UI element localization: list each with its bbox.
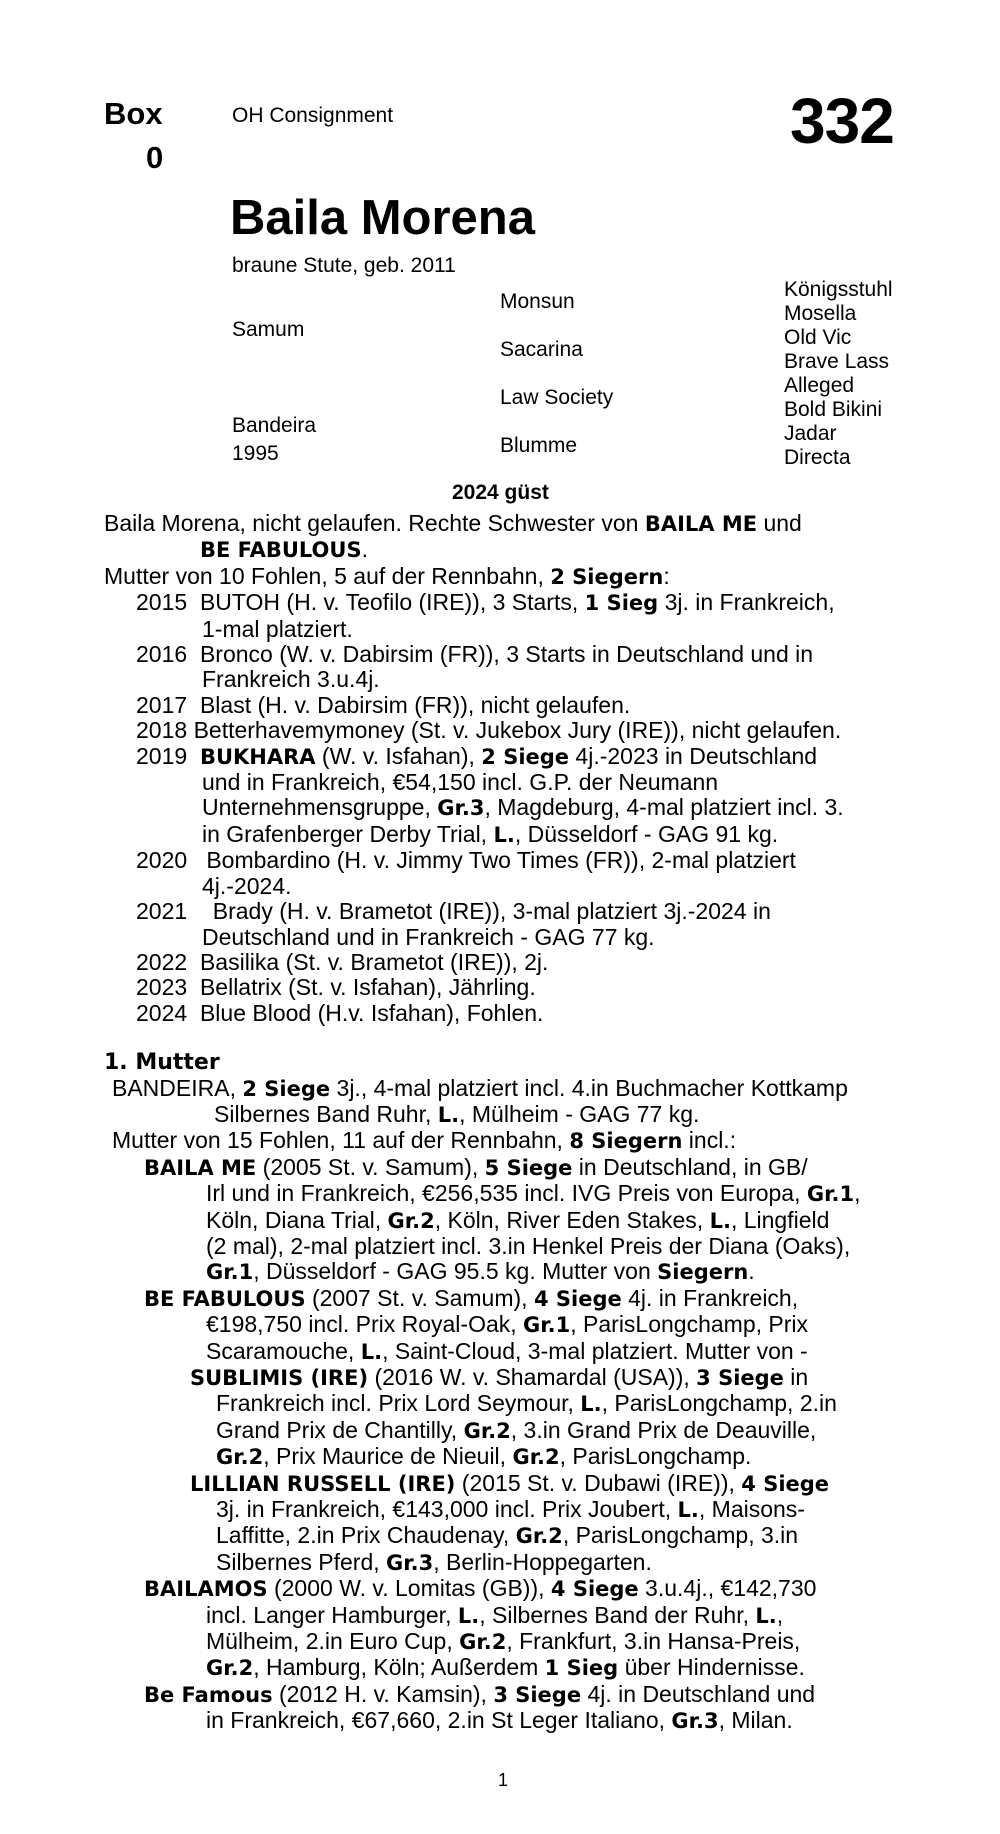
text: , ParisLongchamp.	[559, 1443, 752, 1470]
text: , Mülheim - GAG 77 kg.	[459, 1100, 700, 1127]
text: , Frankfurt, 3.in Hansa-Preis,	[506, 1628, 801, 1655]
text: , ParisLongchamp, 3.in	[562, 1522, 799, 1549]
pedigree-great-grandparent: Alleged	[784, 374, 855, 397]
text: (W. v. Isfahan),	[315, 742, 482, 769]
bold-text: Gr.2	[387, 1208, 435, 1233]
text: Blast (H. v. Dabirsim (FR)), nicht gelaufen.	[199, 691, 631, 718]
bold-text: Gr.1	[206, 1260, 254, 1285]
intro-line	[104, 511, 904, 537]
text: Mutter von 10 Fohlen, 5 auf der Rennbahn,	[104, 562, 551, 589]
pedigree-great-grandparent: Königsstuhl	[784, 278, 893, 301]
text: , Maisons-	[698, 1496, 805, 1523]
box-label: Box	[104, 96, 163, 131]
bold-text: Gr.2	[515, 1524, 563, 1549]
offspring-line	[144, 1655, 904, 1681]
bold-text: 4 Siege	[533, 1286, 622, 1311]
produce-year: 2021	[136, 898, 188, 925]
text: , Silbernes Band der Ruhr,	[479, 1601, 756, 1628]
pedigree-great-grandparent: Bold Bikini	[784, 398, 883, 421]
first-dam-line	[112, 1128, 904, 1154]
bold-text: L.	[360, 1339, 383, 1364]
text: Bellatrix (St. v. Isfahan), Jährling.	[199, 974, 536, 1001]
text: und	[757, 510, 802, 536]
text: 3j. in Frankreich, €143,000 incl. Prix Joubert,	[216, 1496, 678, 1523]
lot-number: 332	[790, 85, 894, 157]
offspring-be-fabulous	[104, 1286, 904, 1365]
bold-text: L.	[677, 1498, 699, 1523]
page-number: 1	[498, 1770, 509, 1790]
offspring-line	[144, 1339, 904, 1365]
bold-text: 1 Sieg	[584, 591, 659, 616]
bold-text: BAILA ME	[644, 512, 758, 536]
text: (2007 St. v. Samum),	[305, 1284, 534, 1311]
text: 3j. in Frankreich,	[658, 589, 835, 616]
text: Laffitte, 2.in Prix Chaudenay,	[216, 1522, 516, 1549]
text: 4j. in Frankreich,	[621, 1284, 799, 1311]
text: , Hamburg, Köln; Außerdem	[253, 1654, 545, 1681]
offspring-be-famous	[104, 1682, 904, 1735]
horse-name: Baila Morena	[230, 191, 535, 245]
offspring-line: (2 mal), 2-mal platziert incl. 3.in Henkel Preis der Diana (Oaks),	[206, 1232, 851, 1259]
first-dam-section	[104, 1076, 904, 1155]
bold-text: BE FABULOUS	[200, 538, 362, 563]
produce-entry	[136, 718, 904, 743]
text: Silbernes Band Ruhr,	[214, 1100, 438, 1127]
catalogue-text	[104, 511, 904, 1735]
text: , 3.in Grand Prix de Deauville,	[510, 1416, 817, 1443]
text: Brady (H. v. Brametot (IRE)), 3-mal platziert 3j.-2024 in	[212, 898, 771, 925]
text: 4j.-2023 in Deutschland	[569, 742, 818, 769]
text: Unternehmensgruppe,	[202, 794, 438, 821]
bold-text: L.	[437, 1102, 460, 1127]
text: Blue Blood (H.v. Isfahan), Fohlen.	[199, 999, 544, 1026]
bold-text: 5 Siege	[484, 1155, 573, 1180]
offspring-baila-me	[104, 1155, 904, 1286]
produce-entry-cont: Frankreich 3.u.4j.	[202, 666, 380, 693]
offspring-line	[144, 1208, 904, 1234]
produce-year: 2022	[136, 948, 188, 975]
text: .	[748, 1258, 755, 1285]
pedigree-grandparent: Law Society	[500, 386, 614, 409]
produce-entry-cont: und in Frankreich, €54,150 incl. G.P. der Neumann	[202, 769, 719, 796]
bold-text: BAILAMOS	[144, 1577, 268, 1602]
offspring-bailamos	[104, 1576, 904, 1682]
offspring-line	[144, 1155, 904, 1181]
bold-text: 4 Siege	[550, 1577, 639, 1602]
offspring-line	[144, 1181, 904, 1207]
offspring-line	[144, 1312, 904, 1338]
offspring-line	[144, 1576, 904, 1602]
produce-entry-cont	[136, 822, 904, 848]
text: in Deutschland, in GB/	[572, 1153, 808, 1180]
bold-text: 4 Siege	[741, 1471, 830, 1496]
dam-summary	[104, 564, 904, 590]
text: in Frankreich, €67,660, 2.in St Leger Italiano,	[206, 1707, 672, 1734]
covering-status: 2024 güst	[452, 481, 549, 504]
pedigree-grandparent: Blumme	[500, 434, 578, 457]
text: , ParisLongchamp, Prix	[570, 1311, 809, 1338]
consignor: OH Consignment	[232, 104, 394, 127]
bold-text: Gr.1	[806, 1182, 855, 1207]
produce-list	[104, 590, 904, 1026]
bold-text: 3 Siege	[493, 1682, 582, 1707]
offspring-line	[190, 1418, 904, 1444]
text: incl. Langer Hamburger,	[206, 1601, 458, 1628]
text: Baila Morena, nicht gelaufen. Rechte Schwester von	[104, 510, 645, 536]
intro-line	[104, 537, 904, 563]
text: , Prix Maurice de Nieuil,	[263, 1443, 513, 1470]
first-dam-line	[112, 1076, 904, 1102]
text: Mutter von 15 Fohlen, 11 auf der Rennbahn,	[112, 1127, 570, 1154]
offspring-line	[144, 1286, 904, 1312]
text: €198,750 incl. Prix Royal-Oak,	[206, 1311, 524, 1338]
pedigree-great-grandparent: Brave Lass	[784, 350, 890, 373]
produce-entry-cont: 1-mal platziert.	[202, 615, 353, 642]
text: 4j. in Deutschland und	[581, 1680, 816, 1707]
text: Köln, Diana Trial,	[206, 1206, 388, 1233]
offspring-line	[190, 1550, 904, 1576]
bold-text: L.	[493, 822, 515, 847]
bold-text: 1 Sieg	[544, 1656, 619, 1681]
bold-text: BAILA ME	[144, 1155, 257, 1180]
bold-text: 2 Siege	[481, 744, 570, 769]
pedigree-great-grandparent: Jadar	[784, 422, 837, 445]
pedigree-dam-year: 1995	[232, 442, 279, 465]
bold-text: Gr.2	[512, 1445, 560, 1470]
text: Silbernes Pferd,	[216, 1548, 387, 1575]
text: (2005 St. v. Samum),	[256, 1153, 485, 1180]
bold-text: 3 Siege	[696, 1366, 784, 1390]
bold-text: BUKHARA	[199, 744, 316, 769]
text: , Berlin-Hoppegarten.	[433, 1548, 652, 1575]
produce-year: 2017	[136, 691, 188, 718]
text: , Magdeburg, 4-mal platziert incl. 3.	[484, 794, 844, 821]
pedigree-grandparent: Sacarina	[500, 338, 583, 361]
bold-text: Gr.2	[216, 1445, 264, 1470]
pedigree-sire: Samum	[232, 318, 305, 341]
bold-text: BE FABULOUS	[144, 1286, 306, 1311]
bold-text: Be Famous	[144, 1682, 273, 1707]
produce-entry	[136, 848, 904, 873]
text: , Köln, River Eden Stakes,	[434, 1206, 710, 1233]
text: (2015 St. v. Dubawi (IRE)),	[455, 1469, 742, 1496]
text: :	[663, 562, 670, 589]
offspring-line	[144, 1603, 904, 1629]
produce-year: 2019	[136, 742, 188, 769]
produce-entry	[136, 899, 904, 924]
offspring-line	[190, 1365, 904, 1391]
text: BANDEIRA,	[112, 1074, 243, 1101]
offspring-line	[190, 1444, 904, 1470]
text: (2012 H. v. Kamsin),	[272, 1680, 494, 1707]
text: , Düsseldorf - GAG 95.5 kg. Mutter von	[253, 1258, 658, 1285]
section-title-first-dam: 1. Mutter	[104, 1050, 220, 1076]
text: , Milan.	[718, 1707, 793, 1734]
pedigree-grandparent: Monsun	[500, 290, 575, 313]
offspring-line	[190, 1497, 904, 1523]
text: in Grafenberger Derby Trial,	[202, 820, 494, 847]
bold-text: L.	[755, 1603, 777, 1628]
text: Scaramouche,	[206, 1337, 361, 1364]
text: (2016 W. v. Shamardal (USA)),	[368, 1364, 697, 1390]
text: (2000 W. v. Lomitas (GB)),	[267, 1575, 551, 1602]
text: Bronco (W. v. Dabirsim (FR)), 3 Starts in Deutschland und in	[199, 641, 814, 668]
pedigree-dam: Bandeira	[232, 414, 317, 437]
produce-year: 2018	[136, 717, 188, 744]
produce-year: 2015	[136, 589, 188, 616]
offspring-line	[190, 1391, 904, 1417]
produce-year: 2016	[136, 641, 188, 668]
produce-entry	[136, 642, 904, 667]
box-number: 0	[146, 140, 164, 175]
text: Grand Prix de Chantilly,	[216, 1416, 464, 1443]
text: incl.:	[682, 1127, 737, 1154]
pedigree-great-grandparent: Old Vic	[784, 326, 852, 349]
offspring-line	[144, 1629, 904, 1655]
text: über Hindernisse.	[618, 1654, 805, 1681]
bold-text: L.	[709, 1208, 731, 1233]
bold-text: Gr.2	[459, 1630, 507, 1655]
text: ,	[854, 1180, 861, 1207]
pedigree-great-grandparent: Mosella	[784, 302, 857, 325]
offspring-line	[144, 1682, 904, 1708]
bold-text: LILLIAN RUSSELL (IRE)	[190, 1471, 456, 1496]
text: , ParisLongchamp, 2.in	[601, 1390, 837, 1417]
bold-text: L.	[580, 1392, 602, 1417]
produce-entry-cont	[136, 795, 904, 821]
text: Frankreich incl. Prix Lord Seymour,	[216, 1390, 581, 1417]
produce-entry	[136, 975, 904, 1000]
produce-entry-cont: 4j.-2024.	[202, 872, 292, 899]
offspring-line	[144, 1708, 904, 1734]
first-dam-line	[112, 1102, 904, 1128]
bold-text: Siegern	[657, 1260, 749, 1285]
text: , Lingfield	[730, 1206, 830, 1233]
offspring-line	[190, 1471, 904, 1497]
text: Basilika (St. v. Brametot (IRE)), 2j.	[199, 948, 549, 975]
bold-text: Gr.3	[671, 1709, 719, 1734]
bold-text: Gr.3	[437, 796, 485, 821]
produce-year: 2020	[136, 847, 188, 874]
offspring-sublimis	[104, 1365, 904, 1471]
produce-entry	[136, 590, 904, 616]
offspring-line	[144, 1259, 904, 1285]
produce-entry	[136, 693, 904, 718]
bold-text: 8 Siegern	[569, 1129, 683, 1154]
text: BUTOH (H. v. Teofilo (IRE)), 3 Starts,	[199, 589, 585, 616]
produce-entry	[136, 1001, 904, 1026]
produce-entry	[136, 950, 904, 975]
text: Mülheim, 2.in Euro Cup,	[206, 1628, 460, 1655]
text: ,	[776, 1601, 784, 1628]
bold-text: Gr.2	[463, 1418, 511, 1443]
text: Irl und in Frankreich, €256,535 incl. IVG Preis von Europa,	[206, 1180, 807, 1207]
text: 3j., 4-mal platziert incl. 4.in Buchmacher Kottkamp	[330, 1074, 848, 1101]
text: 3.u.4j., €142,730	[638, 1575, 817, 1602]
horse-description: braune Stute, geb. 2011	[232, 254, 456, 277]
offspring-line	[190, 1523, 904, 1549]
bold-text: SUBLIMIS (IRE)	[190, 1366, 369, 1390]
offspring-lillian-russell	[104, 1471, 904, 1577]
text: Bombardino (H. v. Jimmy Two Times (FR)), 2-mal platziert	[206, 847, 796, 874]
bold-text: Gr.2	[206, 1656, 254, 1681]
bold-text: 2 Siegern	[550, 564, 664, 589]
text: .	[361, 536, 368, 563]
text: in	[783, 1364, 809, 1390]
bold-text: L.	[457, 1603, 480, 1628]
text: , Düsseldorf - GAG 91 kg.	[514, 820, 779, 847]
produce-entry	[136, 744, 904, 770]
text: Betterhavemymoney (St. v. Jukebox Jury (IRE)), nicht gelaufen.	[193, 717, 842, 744]
bold-text: Gr.1	[523, 1313, 571, 1338]
produce-entry-cont: Deutschland und in Frankreich - GAG 77 kg.	[202, 923, 655, 950]
produce-year: 2024	[136, 999, 188, 1026]
bold-text: Gr.3	[386, 1550, 434, 1575]
pedigree-great-grandparent: Directa	[784, 446, 851, 469]
text: , Saint-Cloud, 3-mal platziert. Mutter von -	[382, 1337, 808, 1364]
bold-text: 2 Siege	[242, 1076, 331, 1101]
produce-year: 2023	[136, 974, 188, 1001]
